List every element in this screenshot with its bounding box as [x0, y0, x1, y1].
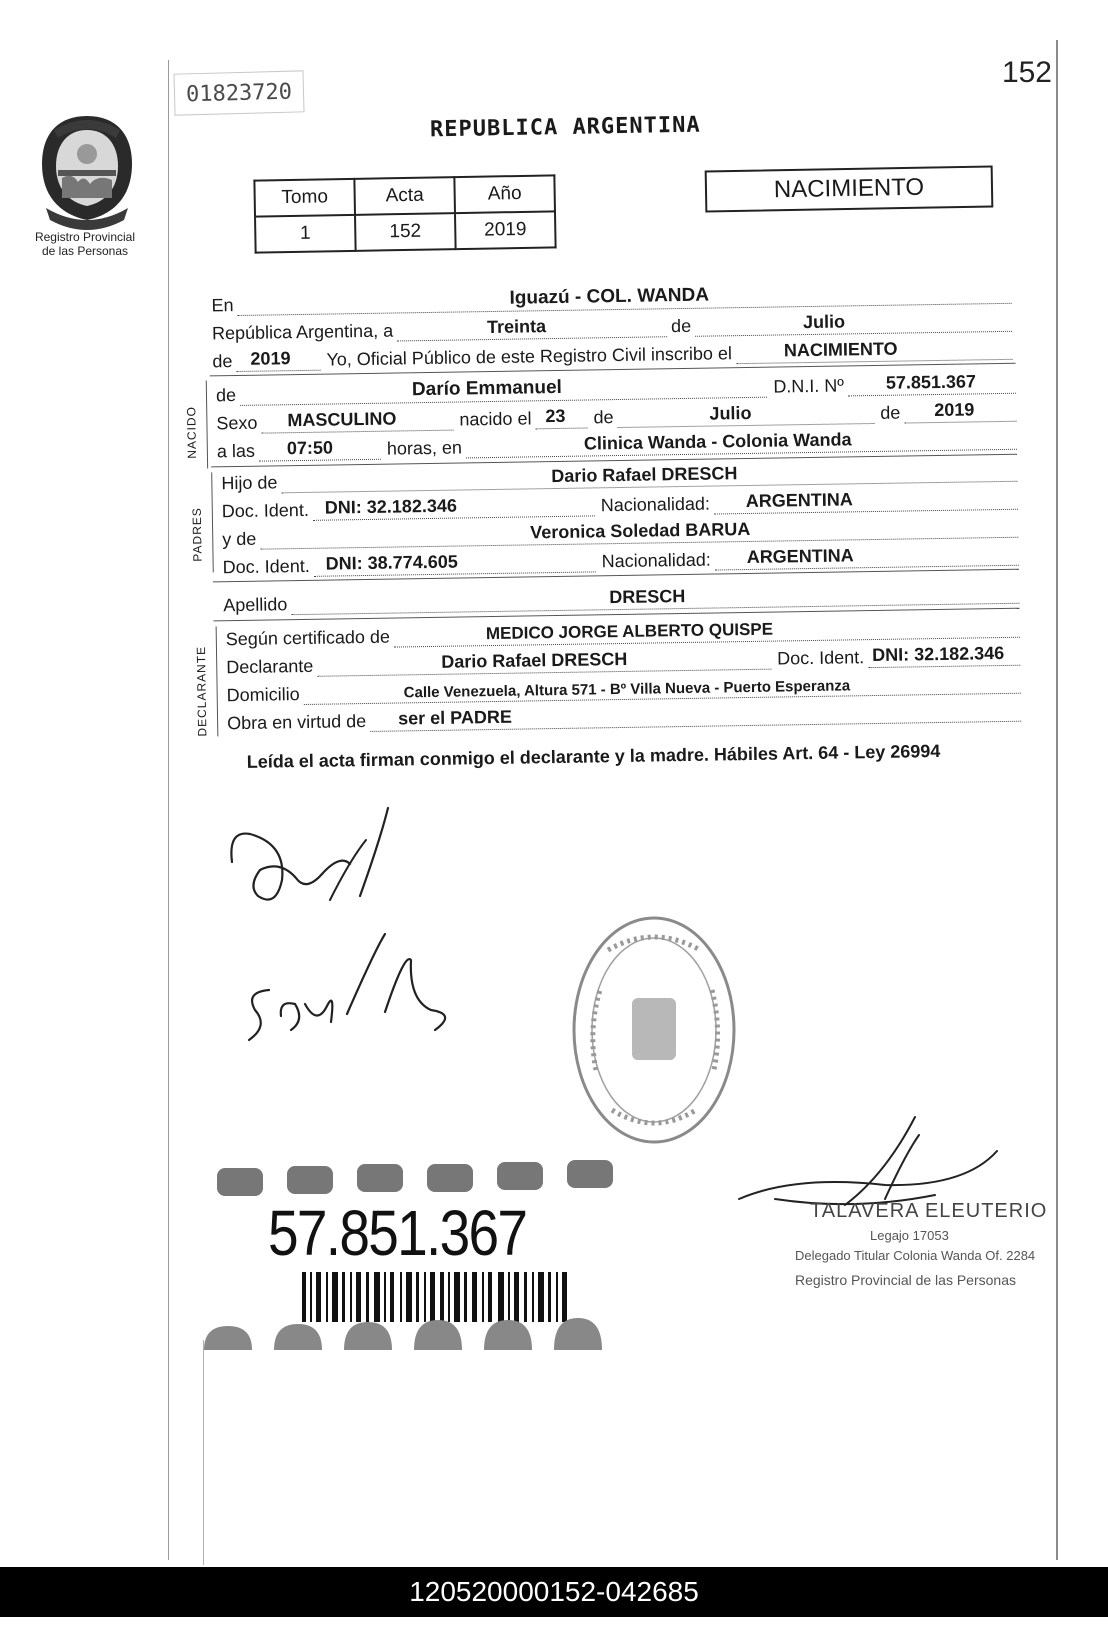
- dni-fill: [848, 373, 1016, 397]
- declarante-doc-label: Doc. Ident.: [776, 647, 865, 669]
- father-value: Dario Rafael DRESCH: [551, 463, 738, 487]
- declarante-section-label: DECLARANTE: [193, 645, 210, 737]
- sexo-value: MASCULINO: [287, 408, 397, 431]
- domicilio-value: Calle Venezuela, Altura 571 - Bº Villa Nueva - Puerto Esperanza: [403, 677, 851, 702]
- tomo-header: Tomo: [254, 179, 355, 217]
- padres-section-label: PADRES: [189, 507, 205, 562]
- mother-signature-icon: [235, 930, 485, 1050]
- acta-value: 152: [355, 213, 456, 251]
- padres-bracket: [211, 472, 214, 572]
- document-code-bar: 120520000152-042685: [0, 1567, 1108, 1617]
- birth-place-value: Clinica Wanda - Colonia Wanda: [583, 429, 852, 454]
- mother-doc-label: Doc. Ident.: [222, 555, 310, 578]
- obra-label: Obra en virtud de: [226, 711, 367, 734]
- mother-doc-value: DNI: 38.774.605: [325, 551, 458, 574]
- sexo-label: Sexo: [216, 412, 258, 434]
- nacido-name-value: Darío Emmanuel: [411, 376, 563, 401]
- closing-text: Leída el acta firman conmigo el declarante y la madre. Hábiles Art. 64 - Ley 26994: [246, 740, 941, 772]
- republica-label: República Argentina, a: [211, 320, 394, 344]
- de-label-1: de: [670, 315, 692, 337]
- birth-year-value: 2019: [934, 399, 975, 421]
- time-value: 07:50: [286, 437, 334, 459]
- a-las-label: a las: [216, 440, 256, 462]
- apellido-label: Apellido: [223, 594, 288, 616]
- registry-watermark-strip-top: [215, 1160, 635, 1200]
- declarante-doc-value: DNI: 32.182.346: [871, 642, 1005, 666]
- mother-value: Veronica Soledad BARUA: [530, 518, 751, 543]
- inscribe-value: NACIMIENTO: [783, 338, 898, 361]
- y-de-label: y de: [222, 528, 257, 550]
- horas-en-label: horas, en: [386, 437, 463, 459]
- birth-day-fill: [535, 407, 587, 429]
- document-title: REPUBLICA ARGENTINA: [429, 112, 701, 143]
- sexo-fill: [261, 410, 453, 434]
- page-number: 152: [1001, 56, 1052, 89]
- en-label: En: [211, 295, 234, 316]
- year-value: 2019: [250, 348, 291, 369]
- mother-doc-fill: [314, 551, 596, 576]
- dni-barcode-icon: [302, 1272, 570, 1322]
- month-value: Julio: [802, 311, 846, 333]
- place-value: Iguazú - COL. WANDA: [509, 284, 710, 309]
- birth-de-label-2: de: [880, 402, 901, 423]
- agency-caption-line2: de las Personas: [41, 244, 129, 258]
- mother-nationality-label: Nacionalidad:: [601, 549, 711, 572]
- father-nationality-label: Nacionalidad:: [600, 493, 711, 516]
- mother-nationality-fill: [715, 545, 1019, 571]
- inscribe-fill: [736, 339, 1013, 364]
- certificado-label: Según certificado de: [225, 626, 391, 650]
- mother-nationality-value: ARGENTINA: [746, 545, 854, 568]
- time-fill: [259, 439, 381, 462]
- official-role: Delegado Titular Colonia Wanda Of. 2284: [795, 1248, 1036, 1263]
- anio-header: Año: [454, 175, 555, 213]
- declarante-value: Dario Rafael DRESCH: [441, 648, 628, 672]
- declarante-doc-fill: [868, 642, 1020, 668]
- nacido-de-label: de: [215, 385, 237, 406]
- father-nationality-value: ARGENTINA: [745, 489, 853, 512]
- de-label-2: de: [212, 351, 233, 372]
- dni-large-number: 57.851.367: [268, 1197, 527, 1269]
- record-type-box: NACIMIENTO: [705, 165, 994, 212]
- apellido-value: DRESCH: [609, 585, 686, 608]
- dni-label: D.N.I. Nº: [773, 375, 845, 397]
- nacido-bracket: [206, 380, 208, 468]
- declarant-signature-icon: [210, 800, 400, 930]
- serial-number: 01823720: [173, 70, 304, 115]
- year-fill: [236, 350, 320, 372]
- agency-caption-line1: Registro Provincial: [34, 230, 136, 244]
- anio-value: 2019: [455, 211, 556, 249]
- father-doc-value: DNI: 32.182.346: [324, 495, 458, 518]
- official-name: TALAVERA ELEUTERIO: [810, 1200, 1048, 1222]
- birth-day-value: 23: [545, 405, 566, 427]
- obra-fill: [370, 701, 1021, 732]
- official-agency: Registro Provincial de las Personas: [795, 1272, 1016, 1288]
- father-doc-label: Doc. Ident.: [221, 499, 310, 522]
- birth-year-fill: [904, 401, 1016, 424]
- day-value: Treinta: [486, 316, 547, 338]
- hijo-de-label: Hijo de: [221, 472, 278, 494]
- birth-de-label: de: [593, 407, 614, 428]
- nacido-el-label: nacido el: [459, 408, 532, 430]
- declarante-label: Declarante: [226, 655, 314, 678]
- tomo-value: 1: [255, 215, 356, 253]
- nacido-dni-value: 57.851.367: [885, 371, 977, 393]
- registry-watermark-strip-bottom: [200, 1316, 640, 1350]
- birth-place-fill: [466, 429, 1017, 459]
- obra-value: ser el PADRE: [398, 706, 513, 729]
- declarante-bracket: [216, 626, 219, 736]
- domicilio-label: Domicilio: [226, 684, 300, 706]
- birth-month-value: Julio: [709, 402, 752, 424]
- oficial-text: Yo, Oficial Público de este Registro Civil inscribo el: [326, 343, 733, 370]
- nacido-section-label: NACIDO: [184, 405, 199, 459]
- acta-header: Acta: [354, 177, 455, 215]
- official-legajo: Legajo 17053: [870, 1228, 949, 1243]
- certificado-value: MEDICO JORGE ALBERTO QUISPE: [485, 619, 774, 644]
- registry-seal-icon: [568, 910, 740, 1150]
